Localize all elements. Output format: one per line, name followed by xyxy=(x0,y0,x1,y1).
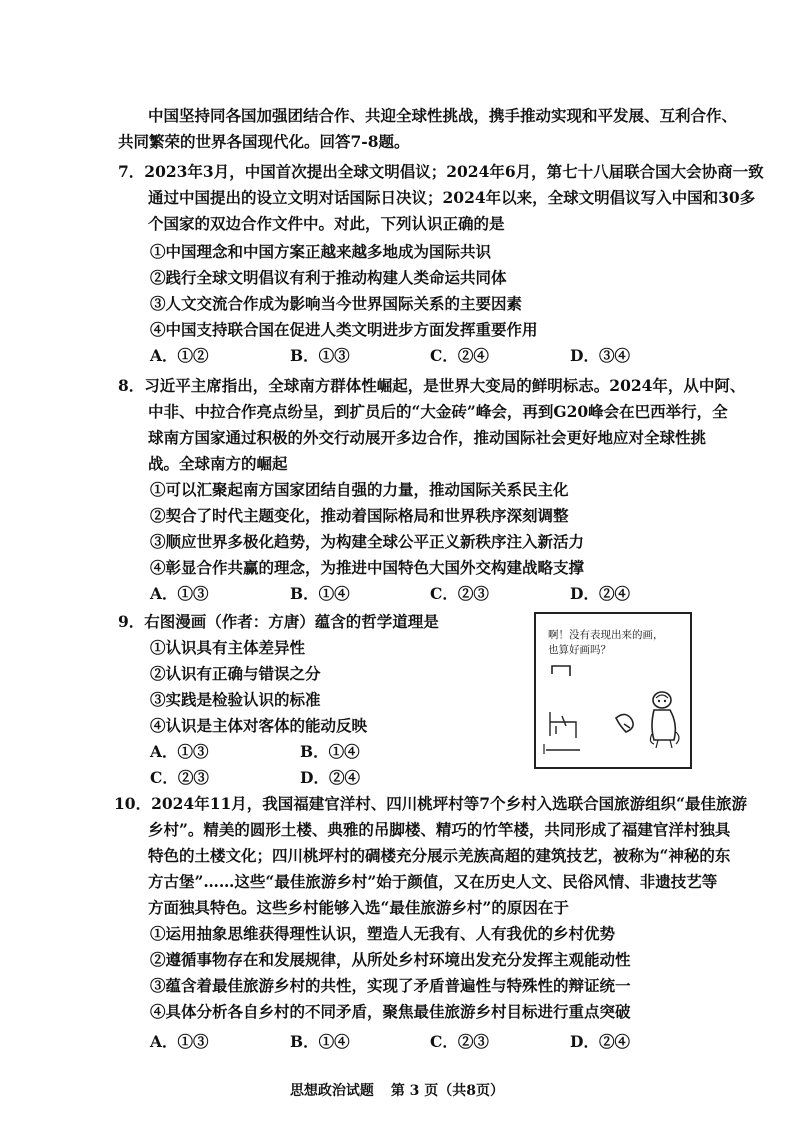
footer-page-number: 第 3 页（共8页） xyxy=(390,1083,505,1099)
question-8-option-1: ①可以汇聚起南方国家团结自强的力量，推动国际关系民主化 xyxy=(150,480,569,499)
question-10-option-3: ③蕴含着最佳旅游乡村的共性，实现了矛盾普遍性与特殊性的辩证统一 xyxy=(150,976,631,995)
question-9-choice-c: C．②③ xyxy=(150,768,209,787)
question-8-option-3: ③顺应世界多极化趋势，为构建全球公平正义新秩序注入新活力 xyxy=(150,532,585,551)
question-10-choice-c: C．②③ xyxy=(430,1032,489,1051)
question-8-choices xyxy=(150,582,710,606)
question-7-choice-d: D．③④ xyxy=(570,346,630,365)
question-9-choice-d: D．②④ xyxy=(300,768,360,787)
question-7-option-4: ④中国支持联合国在促进人类文明进步方面发挥重要作用 xyxy=(150,320,538,339)
footer-subject: 思想政治试题 xyxy=(289,1083,374,1099)
question-8-choice-a: A．①③ xyxy=(150,584,209,603)
question-10-choice-b: B．①④ xyxy=(290,1032,350,1051)
intro-line-2: 共同繁荣的世界各国现代化。回答7-8题。 xyxy=(118,132,410,151)
question-9-option-4: ④认识是主体对客体的能动反映 xyxy=(150,716,368,735)
question-9-option-3: ③实践是检验认识的标准 xyxy=(150,690,321,709)
question-8-stem-4: 战。全球南方的崛起 xyxy=(148,454,288,473)
question-7-stem-1: 7．2023年3月，中国首次提出全球文明倡议；2024年6月，第七十八届联合国大会协商一致 xyxy=(118,162,764,181)
question-7-choice-b: B．①③ xyxy=(290,346,350,365)
comic-caption-line-2: 也算好画吗？ xyxy=(548,644,611,656)
question-9-choices-row-2 xyxy=(150,766,450,790)
question-9-choices-row-1 xyxy=(150,740,450,764)
comic-illustration xyxy=(534,612,692,769)
question-7-option-3: ③人文交流合作成为影响当今世界国际关系的主要因素 xyxy=(150,294,523,313)
question-9-option-2: ②认识有正确与错误之分 xyxy=(150,664,321,683)
question-7-choice-c: C．②④ xyxy=(430,346,489,365)
question-9-choice-a: A．①③ xyxy=(150,742,209,761)
question-8-choice-d: D．②④ xyxy=(570,584,630,603)
question-10-option-2: ②遵循事物存在和发展规律，从所处乡村环境出发充分发挥主观能动性 xyxy=(150,950,631,969)
question-9-option-1: ①认识具有主体差异性 xyxy=(150,638,306,657)
easel xyxy=(550,712,576,738)
question-10-choice-d: D．②④ xyxy=(570,1032,630,1051)
question-10-choices xyxy=(150,1030,710,1054)
question-7-choice-a: A．①② xyxy=(150,346,209,365)
pointing-hand xyxy=(616,714,633,732)
question-7-choices xyxy=(150,344,710,368)
question-9-stem-1: 9．右图漫画（作者：方唐）蕴含的哲学道理是 xyxy=(118,612,439,631)
question-8-choice-c: C．②③ xyxy=(430,584,489,603)
question-8-option-4: ④彰显合作共赢的理念，为推进中国特色大国外交构建战略支撑 xyxy=(150,558,585,577)
question-10-option-4: ④具体分析各自乡村的不同矛盾，聚焦最佳旅游乡村目标进行重点突破 xyxy=(150,1002,631,1021)
question-7-option-2: ②践行全球文明倡议有利于推动构建人类命运共同体 xyxy=(150,268,507,287)
question-10-option-1: ①运用抽象思维获得理性认识，塑造人无我有、人有我优的乡村优势 xyxy=(150,924,616,943)
question-8-stem-3: 球南方国家通过积极的外交行动展开多边合作，推动国际社会更好地应对全球性挑 xyxy=(148,428,707,447)
question-10-stem-4: 方古堡”……这些“最佳旅游乡村”始于颜值，又在历史人文、民俗风情、非遗技艺等 xyxy=(148,872,718,891)
question-10-choice-a: A．①③ xyxy=(150,1032,209,1051)
question-9-choice-b: B．①④ xyxy=(300,742,360,761)
comic-caption-line-1: 啊！没有表现出来的画， xyxy=(548,629,664,641)
question-10-stem-2: 乡村”。精美的圆形土楼、典雅的吊脚楼、精巧的竹竿楼，共同形成了福建官洋村独具 xyxy=(148,820,731,839)
empty-frame xyxy=(552,666,570,676)
question-7-option-1: ①中国理念和中国方案正越来越多地成为国际共识 xyxy=(150,242,492,261)
person-body xyxy=(652,710,675,740)
question-7-stem-3: 个国家的双边合作文件中。对此，下列认识正确的是 xyxy=(148,214,505,233)
question-10-stem-1: 10．2024年11月，我国福建官洋村、四川桃坪村等7个乡村入选联合国旅游组织“最佳旅游 xyxy=(114,794,747,813)
comic-caption xyxy=(548,628,664,658)
question-7-stem-2: 通过中国提出的设立文明对话国际日决议；2024年以来，全球文明倡议写入中国和30多 xyxy=(148,188,756,207)
page-footer xyxy=(0,1080,794,1100)
question-8-stem-1: 8．习近平主席指出，全球南方群体性崛起，是世界大变局的鲜明标志。2024年，从中阿、 xyxy=(118,376,746,395)
question-8-option-2: ②契合了时代主题变化，推动着国际格局和世界秩序深刻调整 xyxy=(150,506,569,525)
intro-line-1: 中国坚持同各国加强团结合作、共迎全球性挑战，携手推动实现和平发展、互利合作、 xyxy=(148,106,738,125)
question-8-stem-2: 中非、中拉合作亮点纷呈，到扩员后的“大金砖”峰会，再到G20峰会在巴西举行，全 xyxy=(148,402,728,421)
question-10-stem-5: 方面独具特色。这些乡村能够入选“最佳旅游乡村”的原因在于 xyxy=(148,898,569,917)
question-8-choice-b: B．①④ xyxy=(290,584,350,603)
question-10-stem-3: 特色的土楼文化；四川桃坪村的碉楼充分展示羌族高超的建筑技艺，被称为“神秘的东 xyxy=(148,846,731,865)
